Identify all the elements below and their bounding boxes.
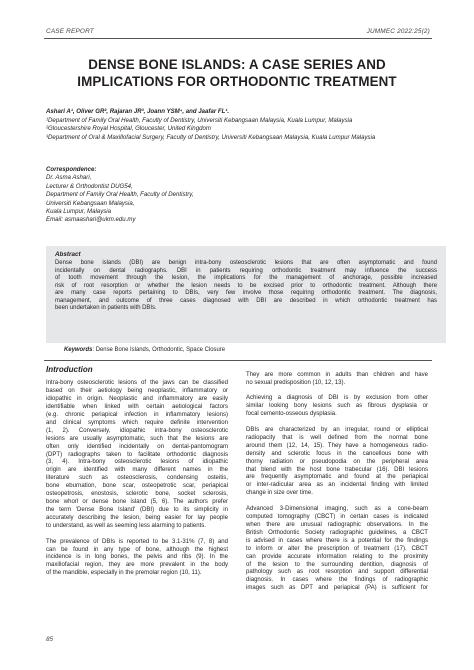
text-line: lesions are usually asymptomatic, such that the lesions are [46, 435, 228, 442]
text-line: The prevalence of DBIs is reported to be 3.1-31% (7, 8) and [46, 538, 228, 545]
abstract-box [46, 246, 446, 343]
keywords-text: : Dense Bone Islands, Orthodontic, Space Closure [92, 347, 226, 353]
text-line: osteopetrosis, enostosis, sclerotic bone, socket sclerosis, [46, 491, 228, 498]
text-line: change in size over time. [246, 490, 313, 497]
affiliation-1: ¹Department of Family Oral Health, Faculty of Dentistry, Universiti Kebangsaan Malaysia, Kuala Lumpur, Malaysia [46, 117, 353, 125]
text-line: density and sclerotic focus in the cancellous bone with [246, 450, 428, 457]
text-line: Intra-bony osteosclerotic lesions of the jaws can be classified [46, 379, 228, 386]
text-line: (1, 2). Conversely, idiopathic intra-bony osteosclerotic [46, 427, 228, 434]
text-line: Achieving a diagnosis of DBI is by exclusion from other [246, 395, 428, 402]
text-line: when there are unusual radiographic observations. In the [246, 521, 428, 528]
text-line: can provide accurate information relating to the proximity [246, 553, 428, 560]
text-line: computed tomography (CBCT) in certain cases is indicated [246, 513, 428, 520]
text-line: no sexual predisposition (10, 12, 13). [246, 379, 346, 386]
title-line-1: DENSE BONE ISLANDS: A CASE SERIES AND [88, 57, 386, 72]
author-names: Ashari A¹, Oliver GR², Rajaran JR³, Joann YSM⁴, and Jaafar FL¹. [46, 108, 230, 115]
text-line: literature such as osteosclerosis, condensing osteitis, [46, 475, 228, 482]
page-number: 85 [46, 636, 54, 643]
paragraph [246, 427, 428, 499]
right-column [246, 372, 428, 601]
text-line: and clinical symptoms which require definite intervention [46, 419, 228, 426]
paragraph [46, 539, 228, 579]
correspondence-line: Dr. Asma Ashari, [46, 174, 92, 182]
abstract-line: are many case reports pertaining to DBIs, very few involve those requiring orthodontic treatment. The diagnosis, [55, 290, 437, 297]
correspondence-heading: Correspondence: [46, 166, 97, 173]
text-line: bone whorl or dense bone island (5, 6). The authors prefer [46, 499, 228, 506]
text-line: British Orthodontic Society radiographic guidelines, a CBCT [246, 529, 428, 536]
text-line: images such as DPT and periapical (PA) is sufficient for [246, 585, 428, 592]
introduction-heading: Introduction [46, 365, 93, 374]
paragraph [246, 372, 428, 388]
text-line: based on their aetiology being neoplastic, inflammatory or [46, 387, 228, 394]
text-line: the term 'Dense Bone Island' (DBI) due to its simplicity in [46, 507, 228, 514]
text-line: accurately describing the lesion, being easier for lay people [46, 515, 228, 522]
text-line: (3, 4). Intra-bony osteosclerotic lesions of idiopathic [46, 459, 228, 466]
abstract-line: risk of root resorption or whether the lesion needs to be excised prior to orthodontic treatment. Although there [55, 282, 437, 289]
affiliation-3: ³Department of Oral & Maxillofacial Surgery, Faculty of Dentistry, Universiti Kebangsaan Malaysia, Kuala Lumpur Malaysia [46, 133, 376, 141]
text-line: or inter-radicular area as an incidental finding with limited [246, 482, 428, 489]
running-header-journal: JUMMEC 2022:25(2) [366, 28, 430, 35]
text-line: maxillofacial region, they are more prevalent in the body [46, 562, 228, 569]
paragraph [46, 380, 228, 531]
title-line-2: IMPLICATIONS FOR ORTHODONTIC TREATMENT [77, 74, 397, 89]
text-line: (DPT) radiographs taken to facilitate orthodontic diagnosis [46, 451, 228, 458]
abstract-line: management, and outcome of three cases diagnosed with DBI are described in which orthodontic treatment has [55, 297, 437, 304]
correspondence-block [46, 166, 306, 225]
section-rule [44, 360, 432, 361]
text-line: Advanced 3-Dimensional imaging, such as a cone-beam [246, 505, 428, 512]
text-line: that blend with the host bone trabecular (16). DBI lesions [246, 466, 428, 473]
abstract-heading: Abstract [55, 251, 81, 258]
text-line: of the lesion to the surrounding dentition, diagnosis of [246, 561, 428, 568]
text-line: to understand, as well as seeming less alarming to patients. [46, 523, 206, 530]
abstract-line: Dense bone islands (DBI) are benign intra-bony osteosclerotic lesions that are often asymptomatic and found [55, 260, 437, 266]
abstract-text [55, 260, 437, 313]
correspondence-line: Kuala Lumpur, Malaysia [46, 208, 112, 216]
affiliation-2: ²Gloucestershire Royal Hospital, Gloucester, United Kingdom [46, 125, 211, 133]
text-line: are frequently asymptomatic and found at the periapical [246, 474, 428, 481]
text-line: (e.g. chronic periapical infection in inflammatory lesions) [46, 411, 228, 418]
text-line: radiopacity that is well defined from the normal bone [246, 434, 428, 441]
author-block [46, 108, 446, 142]
abstract-line: been undertaken in patients with DBIs. [55, 305, 157, 312]
paragraph [246, 395, 428, 419]
text-line: DBIs are characterized by an irregular, round or elliptical [246, 426, 428, 433]
text-line: similar looking bony lesions such as fibrous dysplasia or [246, 403, 428, 410]
text-line: incidence is in long bones, the pelvis and ribs (9). In the [46, 554, 228, 561]
running-header-section: CASE REPORT [46, 28, 94, 35]
text-line: thorny radiation or pseudopodia on the peripheral area [246, 458, 428, 465]
abstract-line: of tooth movement through the lesion, the implications for the management of anchorage, possible increased [55, 275, 437, 282]
text-line: origin are identified with many different names in the [46, 467, 228, 474]
left-column [46, 364, 228, 586]
text-line: pathology such as root resorption and support differential [246, 569, 428, 576]
correspondence-line: Department of Family Oral Health, Faculty of Dentistry, [46, 191, 194, 199]
text-line: identifiable when linked with certain aetiological factors [46, 403, 228, 410]
header-rule [44, 38, 432, 39]
keywords-line [64, 347, 225, 353]
text-line: bone eburnation, bone scar, osteopetrotic scar, periapical [46, 483, 228, 490]
text-line: They are more common in adults than children and have [246, 372, 428, 378]
paragraph [246, 506, 428, 593]
text-line: of the mandible, especially in the premolar region (10, 11). [46, 570, 202, 577]
text-line: to inform or alter the prescription of treatment (17). CBCT [246, 545, 428, 552]
abstract-line: incidentally on dental radiographs. DBI in patients requiring orthodontic treatment may influence the success [55, 267, 437, 274]
text-line: diagnosis. In cases where the findings of radiographic [246, 577, 428, 584]
article-title [30, 56, 444, 90]
text-line: can be found in any type of bone, although the highest [46, 546, 228, 553]
keywords-label: Keywords [64, 347, 93, 353]
text-line: is advised in cases where there is a potential for the findings [246, 537, 428, 544]
correspondence-line: Universiti Kebangsaan Malaysia, [46, 199, 135, 207]
text-line: idiopathic in origin. Neoplastic and inflammatory are easily [46, 395, 228, 402]
text-line: often only identified incidentally on dental-pantomogram [46, 443, 228, 450]
text-line: around them (12, 14, 15). They have a homogeneous radio- [246, 442, 428, 449]
correspondence-line: Lecturer & Orthodontist DUG54, [46, 182, 133, 190]
text-line: focal cemento-osseous dysplasia. [246, 411, 337, 418]
correspondence-email[interactable]: Email: asmaashari@ukm.edu.my [46, 216, 136, 224]
